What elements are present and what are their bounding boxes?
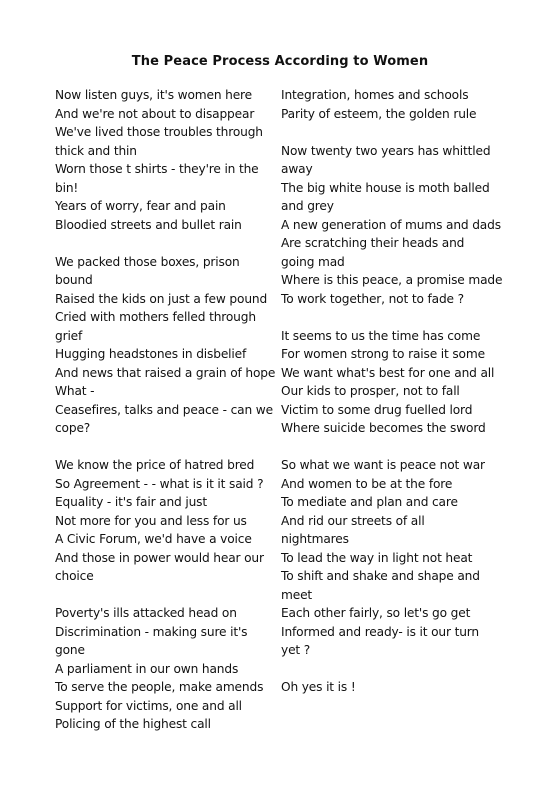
left-column-line: thick and thin bbox=[55, 143, 137, 158]
right-column-line: To mediate and plan and care bbox=[281, 495, 458, 509]
left-column-line: Support for victims, one and all bbox=[55, 698, 242, 713]
right-column-line: meet bbox=[281, 587, 313, 602]
right-column-line: A new generation of mums and dads bbox=[281, 217, 501, 232]
right-column-line: Parity of esteem, the golden rule bbox=[281, 106, 477, 121]
right-column-line: and grey bbox=[281, 199, 334, 213]
stanza-break bbox=[281, 660, 511, 679]
left-column-line: Not more for you and less for us bbox=[55, 513, 247, 528]
left-column-line: Now listen guys, it's women here bbox=[55, 88, 252, 102]
right-column-line: Where suicide becomes the sword bbox=[281, 421, 486, 435]
left-column-line: Cried with mothers felled through bbox=[55, 310, 256, 324]
right-column-line: It seems to us the time has come bbox=[281, 328, 481, 343]
left-column-line: Policing of the highest call bbox=[55, 717, 211, 731]
stanza-break bbox=[281, 123, 511, 142]
right-column bbox=[281, 86, 511, 697]
right-column-line: Now twenty two years has whittled bbox=[281, 143, 491, 158]
right-column-line: Each other fairly, so let's go get bbox=[281, 606, 471, 620]
right-column-line: For women strong to raise it some bbox=[281, 347, 485, 361]
left-column-line: What - bbox=[55, 384, 95, 398]
left-column-line: bound bbox=[55, 273, 93, 287]
left-column-line: Hugging headstones in disbelief bbox=[55, 347, 247, 361]
right-column-line: Integration, homes and schools bbox=[281, 88, 469, 102]
stanza-break bbox=[55, 234, 280, 253]
stanza-break bbox=[55, 438, 280, 457]
left-column-line: Poverty's ills attacked head on bbox=[55, 606, 237, 620]
right-column-line: And women to be at the fore bbox=[281, 476, 453, 491]
left-column-line: choice bbox=[55, 569, 94, 583]
left-column bbox=[55, 86, 280, 734]
left-column-line: Equality - it's fair and just bbox=[55, 495, 207, 509]
left-column-line: Years of worry, fear and pain bbox=[55, 199, 226, 213]
left-column-line: Bloodied streets and bullet rain bbox=[55, 217, 242, 232]
left-column-line: A parliament in our own hands bbox=[55, 661, 239, 676]
left-column-line: bin! bbox=[55, 180, 79, 195]
right-column-line: The big white house is moth balled bbox=[281, 180, 490, 195]
right-column-line: Informed and ready- is it our turn bbox=[281, 624, 479, 639]
right-column-line: going mad bbox=[281, 254, 345, 269]
left-column-line: Discrimination - making sure it's bbox=[55, 624, 248, 639]
right-column-line: yet ? bbox=[281, 643, 311, 657]
left-column-line: grief bbox=[55, 328, 83, 343]
right-column-line: And rid our streets of all bbox=[281, 513, 425, 528]
right-column-line: Our kids to prosper, not to fall bbox=[281, 384, 460, 398]
poem-title: The Peace Process According to Women bbox=[131, 54, 429, 69]
left-column-line: We know the price of hatred bred bbox=[55, 458, 255, 472]
right-column-line: To work together, not to fade ? bbox=[281, 291, 464, 306]
left-column-line: cope? bbox=[55, 421, 91, 435]
left-column-line: We've lived those troubles through bbox=[55, 125, 263, 139]
right-column-line: Victim to some drug fuelled lord bbox=[281, 402, 473, 417]
right-column-line: Where is this peace, a promise made bbox=[281, 273, 503, 287]
right-column-line: To shift and shake and shape and bbox=[281, 569, 480, 583]
left-column-line: A Civic Forum, we'd have a voice bbox=[55, 532, 252, 546]
right-column-line: Oh yes it is ! bbox=[281, 680, 356, 694]
right-column-line: away bbox=[281, 162, 313, 176]
left-column-line: Raised the kids on just a few pound bbox=[55, 291, 268, 306]
left-column-line: Worn those t shirts - they're in the bbox=[55, 162, 259, 176]
left-column-line: We packed those boxes, prison bbox=[55, 254, 240, 269]
left-column-line: gone bbox=[55, 643, 85, 657]
right-column-line: We want what's best for one and all bbox=[281, 365, 495, 380]
left-column-line: And news that raised a grain of hope bbox=[55, 365, 276, 380]
stanza-break bbox=[55, 586, 280, 605]
left-column-line: Ceasefires, talks and peace - can we bbox=[55, 402, 273, 417]
left-column-line: And those in power would hear our bbox=[55, 550, 264, 565]
left-column-line: So Agreement - - what is it it said ? bbox=[55, 476, 264, 491]
right-column-line: Are scratching their heads and bbox=[281, 236, 465, 250]
stanza-break bbox=[281, 438, 511, 457]
left-column-line: To serve the people, make amends bbox=[55, 680, 264, 694]
right-column-line: So what we want is peace not war bbox=[281, 458, 485, 472]
right-column-line: nightmares bbox=[281, 532, 349, 546]
stanza-break bbox=[281, 308, 511, 327]
left-column-line: And we're not about to disappear bbox=[55, 106, 255, 121]
right-column-line: To lead the way in light not heat bbox=[281, 550, 473, 565]
